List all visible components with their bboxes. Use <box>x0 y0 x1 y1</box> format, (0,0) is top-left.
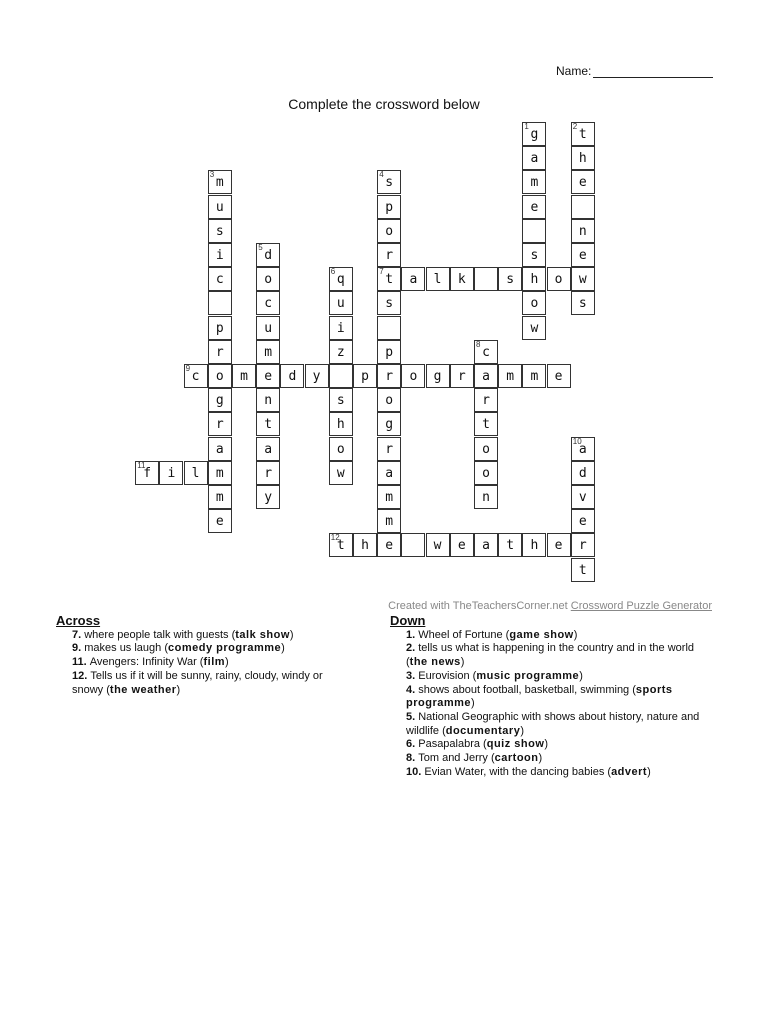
grid-cell[interactable] <box>377 437 401 461</box>
cell-letter: t <box>482 417 490 433</box>
grid-cell[interactable] <box>450 267 474 291</box>
grid-cell[interactable] <box>547 533 571 557</box>
grid-cell[interactable] <box>522 291 546 315</box>
cell-letter: p <box>361 369 369 384</box>
grid-cell[interactable] <box>208 437 232 461</box>
grid-cell[interactable] <box>571 243 595 267</box>
grid-cell[interactable] <box>377 388 401 412</box>
clue-number-label: 11. <box>72 656 90 669</box>
grid-cell[interactable] <box>571 461 595 485</box>
clue-number-label: 3. <box>406 669 419 682</box>
cell-letter: l <box>191 465 200 481</box>
grid-cell[interactable] <box>571 122 595 146</box>
grid-cell[interactable] <box>377 291 401 315</box>
grid-cell[interactable] <box>208 340 232 364</box>
clue-number-label: 4. <box>406 683 419 696</box>
grid-cell[interactable] <box>208 509 232 533</box>
cell-letter: m <box>385 514 394 530</box>
grid-cell[interactable] <box>401 364 425 388</box>
cell-letter: g <box>385 417 394 433</box>
clue-text: Tells us if it will be sunny, rainy, cloudy, windy or snowy ( <box>72 669 323 696</box>
grid-cell[interactable] <box>377 412 401 436</box>
down-heading: Down <box>390 613 426 628</box>
clue-end: ) <box>647 765 651 778</box>
clue-end: ) <box>579 669 583 682</box>
clue-number: 7 <box>379 267 384 277</box>
cell-letter: o <box>409 369 418 384</box>
cell-letter: e <box>578 248 587 263</box>
grid-cell[interactable] <box>571 219 595 243</box>
clue-answer: the news <box>409 656 461 669</box>
clue-item <box>390 752 710 766</box>
grid-cell[interactable] <box>401 533 425 557</box>
cell-letter: a <box>530 151 539 167</box>
cell-letter: e <box>264 369 273 384</box>
cell-letter: t <box>578 562 587 578</box>
grid-cell[interactable] <box>522 122 546 146</box>
cell-letter: e <box>457 538 466 554</box>
grid-cell[interactable] <box>377 461 401 485</box>
grid-cell[interactable] <box>547 267 571 291</box>
grid-cell[interactable] <box>377 170 401 194</box>
clue-item <box>390 711 710 738</box>
cell-letter: m <box>530 369 539 384</box>
cell-letter: s <box>506 272 515 288</box>
across-clues <box>56 614 356 697</box>
cell-letter: r <box>578 538 587 554</box>
clue-answer: film <box>203 656 226 669</box>
clue-end: ) <box>225 656 229 669</box>
clue-item <box>390 642 710 669</box>
cell-letter: t <box>506 538 515 554</box>
down-clue-list <box>390 629 710 780</box>
cell-letter: o <box>554 272 563 288</box>
grid-cell[interactable] <box>377 364 401 388</box>
grid-cell[interactable] <box>329 364 353 388</box>
cell-letter: d <box>288 369 297 384</box>
cell-letter: e <box>554 369 563 384</box>
grid-cell[interactable] <box>329 340 353 364</box>
cell-letter: c <box>482 344 490 360</box>
cell-letter: s <box>578 296 587 312</box>
clue-number-label: 6. <box>406 738 419 751</box>
clue-end: ) <box>289 628 294 641</box>
clue-answer: music programme <box>476 669 580 682</box>
name-label: Name: <box>556 64 592 78</box>
grid-cell[interactable] <box>522 364 546 388</box>
grid-cell[interactable] <box>522 316 546 340</box>
clue-item <box>56 629 356 643</box>
grid-cell[interactable] <box>329 267 353 291</box>
cell-letter: a <box>385 465 394 481</box>
cell-letter: a <box>482 538 490 554</box>
cell-letter: z <box>336 344 345 360</box>
grid-cell[interactable] <box>135 461 159 485</box>
grid-cell[interactable] <box>256 485 280 509</box>
clue-number-label: 1. <box>406 628 419 641</box>
cell-letter: c <box>191 369 200 384</box>
grid-cell[interactable] <box>377 509 401 533</box>
cell-letter: m <box>264 344 273 360</box>
clue-answer: cartoon <box>494 752 539 765</box>
cell-letter: u <box>264 320 273 336</box>
cell-letter: h <box>578 151 587 167</box>
grid-cell[interactable] <box>256 291 280 315</box>
clue-number-label: 10. <box>406 765 425 778</box>
grid-cell[interactable] <box>377 267 401 291</box>
cell-letter: t <box>264 417 273 433</box>
clue-text: where people talk with guests ( <box>84 628 236 641</box>
cell-letter: p <box>385 199 394 215</box>
grid-cell[interactable] <box>522 243 546 267</box>
grid-cell[interactable] <box>208 243 232 267</box>
across-heading: Across <box>56 613 101 628</box>
clue-text: tells us what is happening in the country and in the world ( <box>406 642 695 669</box>
cell-letter: e <box>578 514 587 530</box>
clue-number-label: 9. <box>72 642 85 655</box>
cell-letter: s <box>385 175 394 191</box>
clue-number-label: 12. <box>72 669 91 682</box>
clue-answer: game show <box>509 628 574 641</box>
cell-letter: r <box>385 441 394 457</box>
cell-letter: g <box>530 127 539 142</box>
cell-letter: g <box>433 369 442 384</box>
cell-letter: w <box>530 320 539 336</box>
grid-cell[interactable] <box>208 267 232 291</box>
cell-letter: e <box>215 514 224 530</box>
grid-cell[interactable] <box>377 485 401 509</box>
clue-item <box>390 629 710 643</box>
cell-letter: o <box>482 465 490 481</box>
grid-cell[interactable] <box>329 461 353 485</box>
grid-cell[interactable] <box>184 461 208 485</box>
cell-letter: y <box>264 490 273 505</box>
clue-answer: advert <box>611 765 648 778</box>
cell-letter: a <box>578 441 587 457</box>
grid-cell[interactable] <box>208 485 232 509</box>
grid-cell[interactable] <box>256 437 280 461</box>
cell-letter: w <box>433 538 442 554</box>
grid-cell[interactable] <box>208 316 232 340</box>
clue-text: Pasapalabra ( <box>418 738 487 751</box>
grid-cell[interactable] <box>377 195 401 219</box>
credit-text: Created with TheTeachersCorner.net <box>388 600 571 612</box>
grid-cell[interactable] <box>426 533 450 557</box>
clue-number: 1 <box>524 122 529 131</box>
clue-text: Tom and Jerry ( <box>418 752 495 765</box>
grid-cell[interactable] <box>571 533 595 557</box>
clue-number: 9 <box>185 364 191 373</box>
cell-letter: m <box>385 490 394 505</box>
cell-letter: w <box>578 272 587 288</box>
grid-cell[interactable] <box>474 267 498 291</box>
down-clues <box>390 614 710 779</box>
cell-letter: r <box>482 393 490 409</box>
cell-letter: a <box>409 272 418 288</box>
clue-end: ) <box>538 752 543 765</box>
clue-end: ) <box>520 724 524 737</box>
cell-letter: s <box>215 223 224 239</box>
grid-cell[interactable] <box>256 316 280 340</box>
cell-letter: r <box>215 417 224 433</box>
cell-letter: u <box>336 296 345 312</box>
clue-answer: sports programme <box>406 683 673 710</box>
cell-letter: a <box>264 441 273 457</box>
grid-cell[interactable] <box>353 364 377 388</box>
clue-text: Eurovision ( <box>418 669 477 682</box>
grid-cell[interactable] <box>256 340 280 364</box>
clue-number: 4 <box>379 170 384 180</box>
cell-letter: k <box>457 272 466 288</box>
page-title: Complete the crossword below <box>288 96 480 112</box>
cell-letter: s <box>530 248 539 263</box>
cell-letter: r <box>385 248 394 263</box>
clue-end: ) <box>460 656 465 669</box>
cell-letter: i <box>215 248 224 263</box>
cell-letter: p <box>215 320 224 336</box>
cell-letter: p <box>385 344 394 360</box>
grid-cell[interactable] <box>571 485 595 509</box>
cell-letter: r <box>215 344 224 360</box>
cell-letter: o <box>215 369 224 384</box>
cell-letter: o <box>482 441 490 457</box>
grid-cell[interactable] <box>329 291 353 315</box>
cell-letter: n <box>264 393 273 409</box>
grid-cell[interactable] <box>474 437 498 461</box>
cell-letter: c <box>264 296 273 312</box>
clue-end: ) <box>176 683 181 696</box>
cell-letter: n <box>578 223 587 239</box>
clue-number: 3 <box>209 170 215 180</box>
cell-letter: u <box>215 199 224 215</box>
clue-end: ) <box>573 628 578 641</box>
cell-letter: m <box>506 369 515 384</box>
grid-cell[interactable] <box>571 437 595 461</box>
cell-letter: m <box>240 369 248 384</box>
grid-cell[interactable] <box>474 485 498 509</box>
clue-text: Wheel of Fortune ( <box>418 628 510 641</box>
credit-line <box>388 600 712 612</box>
cell-letter: e <box>385 538 394 554</box>
grid-cell[interactable] <box>571 291 595 315</box>
cell-letter: r <box>457 369 466 384</box>
cell-letter: i <box>167 465 176 481</box>
cell-letter: m <box>530 175 539 191</box>
grid-cell[interactable] <box>498 364 522 388</box>
cell-letter: s <box>336 393 345 409</box>
clue-end: ) <box>281 642 285 655</box>
cell-letter: g <box>215 393 224 409</box>
grid-cell[interactable] <box>377 219 401 243</box>
cell-letter: a <box>482 369 490 384</box>
credit-link[interactable]: Crossword Puzzle Generator <box>570 600 712 612</box>
grid-cell[interactable] <box>256 267 280 291</box>
grid-cell[interactable] <box>305 364 329 388</box>
clue-item <box>56 656 356 670</box>
clue-text: Avengers: Infinity War ( <box>89 656 204 669</box>
cell-letter: o <box>385 393 394 409</box>
grid-cell[interactable] <box>571 195 595 219</box>
cell-letter: h <box>530 538 539 554</box>
clue-number: 12 <box>330 533 340 543</box>
grid-cell[interactable] <box>522 267 546 291</box>
grid-cell[interactable] <box>184 364 208 388</box>
grid-cell[interactable] <box>377 533 401 557</box>
grid-cell[interactable] <box>522 146 546 170</box>
clue-number: 5 <box>258 243 263 252</box>
cell-letter: o <box>530 296 539 312</box>
cell-letter: t <box>336 538 345 554</box>
clue-number-label: 2. <box>406 642 419 655</box>
clue-text: National Geographic with shows about history, nature and wildlife ( <box>406 710 700 737</box>
grid-cell[interactable] <box>522 195 546 219</box>
grid-cell[interactable] <box>571 558 595 582</box>
grid-cell[interactable] <box>208 195 232 219</box>
clue-answer: comedy programme <box>168 642 282 655</box>
grid-cell[interactable] <box>353 533 377 557</box>
cell-letter: e <box>578 175 587 191</box>
grid-cell[interactable] <box>522 533 546 557</box>
clue-item <box>390 684 710 711</box>
grid-cell[interactable] <box>571 267 595 291</box>
grid-cell[interactable] <box>232 364 256 388</box>
cell-letter: a <box>215 441 224 457</box>
cell-letter: r <box>385 369 394 384</box>
grid-cell[interactable] <box>474 461 498 485</box>
clue-number: 10 <box>572 436 582 446</box>
grid-cell[interactable] <box>498 267 522 291</box>
clue-text: shows about football, basketball, swimming ( <box>418 683 636 696</box>
clue-item <box>56 642 356 656</box>
grid-cell[interactable] <box>256 243 280 267</box>
cell-letter: o <box>264 272 273 288</box>
cell-letter: h <box>530 272 539 288</box>
grid-cell[interactable] <box>208 364 232 388</box>
grid-cell[interactable] <box>401 267 425 291</box>
clue-answer: documentary <box>445 724 521 737</box>
grid-cell[interactable] <box>256 412 280 436</box>
grid-cell[interactable] <box>522 170 546 194</box>
grid-cell[interactable] <box>329 388 353 412</box>
cell-letter: m <box>215 490 224 505</box>
cell-letter: v <box>578 490 587 505</box>
clue-number: 2 <box>572 122 578 131</box>
clue-item <box>390 766 710 780</box>
grid-cell[interactable] <box>571 146 595 170</box>
grid-cell[interactable] <box>571 509 595 533</box>
cell-letter: n <box>482 490 490 505</box>
clue-number: 11 <box>137 460 146 470</box>
cell-letter: o <box>385 223 394 239</box>
grid-cell[interactable] <box>426 364 450 388</box>
grid-cell[interactable] <box>474 340 498 364</box>
cell-letter: d <box>578 465 587 481</box>
grid-cell[interactable] <box>426 267 450 291</box>
clue-end: ) <box>544 738 549 751</box>
clue-number-label: 8. <box>406 752 419 765</box>
cell-letter: l <box>433 272 442 288</box>
grid-cell[interactable] <box>571 170 595 194</box>
cell-letter: q <box>336 272 345 288</box>
cell-letter: e <box>554 538 563 554</box>
cell-letter: y <box>312 369 321 384</box>
grid-cell[interactable] <box>450 364 474 388</box>
grid-cell[interactable] <box>377 316 401 340</box>
cell-letter: r <box>264 465 273 481</box>
grid-cell[interactable] <box>329 533 353 557</box>
grid-cell[interactable] <box>329 316 353 340</box>
clue-number: 8 <box>476 339 481 349</box>
cell-letter: e <box>530 199 539 215</box>
grid-cell[interactable] <box>474 364 498 388</box>
grid-cell[interactable] <box>450 533 474 557</box>
cell-letter: i <box>336 320 345 336</box>
clue-number-label: 5. <box>406 710 419 723</box>
clue-number: 6 <box>330 267 336 277</box>
cell-letter: s <box>385 296 394 312</box>
grid-cell[interactable] <box>522 219 546 243</box>
clue-item <box>390 738 710 752</box>
grid-cell[interactable] <box>377 243 401 267</box>
grid-cell[interactable] <box>498 533 522 557</box>
cell-letter: o <box>336 441 345 457</box>
clue-item <box>56 670 356 697</box>
cell-letter: d <box>264 248 273 263</box>
grid-cell[interactable] <box>329 437 353 461</box>
clue-answer: talk show <box>235 628 290 641</box>
cell-letter: w <box>336 465 345 481</box>
grid-cell[interactable] <box>208 388 232 412</box>
grid-cell[interactable] <box>256 364 280 388</box>
cell-letter: c <box>215 272 224 288</box>
grid-cell[interactable] <box>474 412 498 436</box>
clue-item <box>390 670 710 684</box>
grid-cell[interactable] <box>547 364 571 388</box>
grid-cell[interactable] <box>474 533 498 557</box>
grid-cell[interactable] <box>208 461 232 485</box>
cell-letter: t <box>578 127 587 142</box>
grid-cell[interactable] <box>208 170 232 194</box>
grid-cell[interactable] <box>256 461 280 485</box>
clue-text: Evian Water, with the dancing babies ( <box>424 765 612 778</box>
cell-letter: f <box>143 465 152 481</box>
grid-cell[interactable] <box>329 412 353 436</box>
grid-cell[interactable] <box>474 388 498 412</box>
cell-letter: h <box>361 538 369 554</box>
clue-answer: the weather <box>109 683 177 696</box>
grid-cell[interactable] <box>280 364 304 388</box>
cell-letter: m <box>215 465 224 481</box>
grid-cell[interactable] <box>208 219 232 243</box>
grid-cell[interactable] <box>256 388 280 412</box>
grid-cell[interactable] <box>208 291 232 315</box>
clue-text: makes us laugh ( <box>84 642 168 655</box>
clue-number-label: 7. <box>72 628 85 641</box>
cell-letter: m <box>215 175 224 191</box>
cell-letter: h <box>336 417 345 433</box>
grid-cell[interactable] <box>208 412 232 436</box>
cell-letter: t <box>385 272 394 288</box>
clue-end: ) <box>471 697 475 710</box>
grid-cell[interactable] <box>159 461 183 485</box>
clue-answer: quiz show <box>486 738 545 751</box>
across-clue-list <box>56 629 356 698</box>
grid-cell[interactable] <box>377 340 401 364</box>
